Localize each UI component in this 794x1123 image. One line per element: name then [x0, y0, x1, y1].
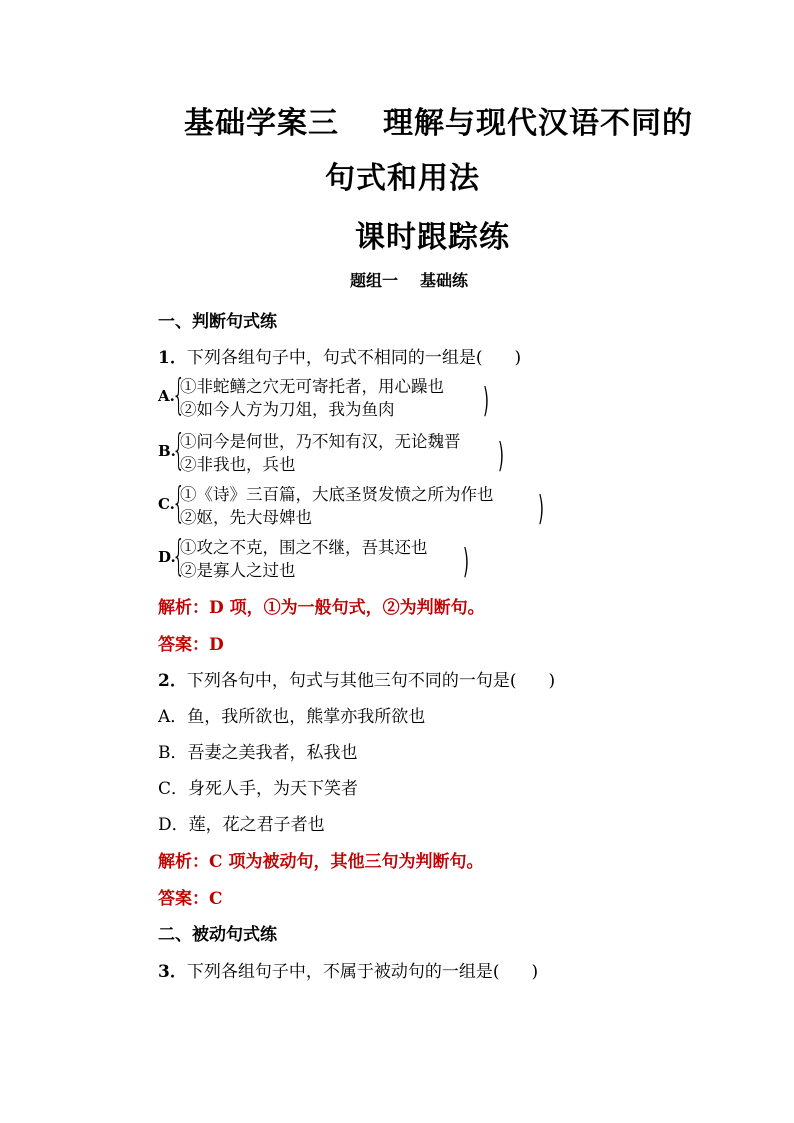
title-part-1: 基础学案三 — [184, 106, 339, 141]
answer-text: ：C — [192, 889, 223, 909]
q2-option-a: A．鱼，我所欲也，熊掌亦我所欲也 — [158, 707, 426, 727]
question-text: 下列各组句子中，句式不相同的一组是( — [186, 348, 483, 368]
right-paren-icon: ) — [463, 542, 469, 582]
question-text: 下列各句中，句式与其他三句不同的一句是( — [186, 671, 517, 691]
option-label: C. — [158, 495, 175, 513]
question-paren-close: ) — [514, 348, 522, 368]
question-text: 下列各组句子中，不属于被动句的一组是( — [186, 962, 500, 982]
option-label: D. — [158, 548, 176, 566]
analysis-text: ：C 项为被动句，其他三句为判断句。 — [192, 852, 484, 872]
option-sentence-2: ②非我也，兵也 — [180, 455, 296, 474]
group-label-b: 基础练 — [420, 271, 469, 290]
q1-analysis — [158, 593, 485, 618]
left-brace-icon: { — [172, 531, 186, 580]
answer-label: 答案 — [158, 889, 192, 909]
option-sentence-1: ①非蛇鳝之穴无可寄托者，用心躁也 — [180, 377, 444, 396]
option-sentence-1: ①攻之不克，围之不继，吾其还也 — [180, 538, 428, 557]
question-1-stem — [158, 343, 521, 368]
option-sentence-2: ②如今人方为刀俎，我为鱼肉 — [180, 400, 395, 419]
left-brace-icon: { — [172, 425, 186, 474]
analysis-label: 解析 — [158, 598, 192, 618]
section-heading-1: 一、判断句式练 — [158, 312, 277, 332]
subtitle: 课时跟踪练 — [355, 220, 510, 255]
question-number: 1． — [158, 348, 187, 368]
q2-analysis — [158, 847, 483, 872]
title-part-2: 理解与现代汉语不同的 — [383, 106, 693, 141]
right-paren-icon: ) — [538, 489, 544, 529]
q2-answer — [158, 884, 223, 909]
q1-answer — [158, 630, 224, 655]
option-sentence-1: ①问今是何世，乃不知有汉，无论魏晋 — [180, 432, 461, 451]
q2-option-d: D．莲，花之君子者也 — [158, 815, 325, 835]
answer-label: 答案 — [158, 635, 192, 655]
left-brace-icon: { — [172, 370, 186, 419]
analysis-text: ：D 项，①为一般句式，②为判断句。 — [192, 598, 485, 618]
q2-option-c: C．身死人手，为天下笑者 — [158, 779, 359, 799]
group-label-a: 题组一 — [350, 271, 399, 290]
q2-option-b: B．吾妻之美我者，私我也 — [158, 743, 358, 763]
answer-text: ：D — [192, 635, 224, 655]
right-paren-icon: ) — [483, 381, 489, 421]
question-paren-close: ) — [531, 962, 539, 982]
title-line-1 — [184, 98, 693, 142]
question-paren-close: ) — [548, 671, 556, 691]
analysis-label: 解析 — [158, 852, 192, 872]
option-sentence-1: ①《诗》三百篇，大底圣贤发愤之所为作也 — [180, 485, 494, 504]
section-heading-2: 二、被动句式练 — [158, 925, 277, 945]
option-sentence-2: ②妪，先大母婢也 — [180, 508, 312, 527]
question-3-stem — [158, 957, 538, 982]
question-number: 3． — [158, 962, 187, 982]
group-label — [350, 268, 468, 291]
left-brace-icon: { — [172, 478, 186, 527]
right-paren-icon: ) — [498, 436, 504, 476]
question-2-stem — [158, 666, 555, 691]
title-line-2: 句式和用法 — [325, 161, 480, 196]
question-number: 2． — [158, 671, 187, 691]
option-label: B. — [158, 442, 176, 460]
option-sentence-2: ②是寡人之过也 — [180, 561, 296, 580]
option-label: A. — [158, 387, 175, 405]
